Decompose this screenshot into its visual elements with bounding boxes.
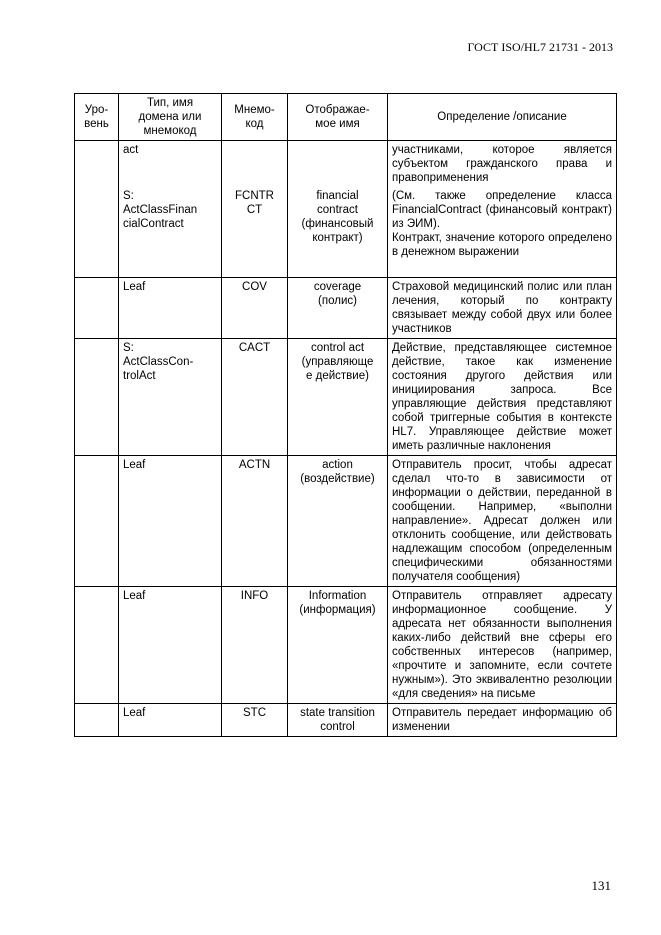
table-header-row <box>75 94 617 141</box>
col-header-display-name: Отображае- мое имя <box>288 94 388 141</box>
cell-definition: Отправитель передает информацию об изменении <box>388 704 617 737</box>
col-header-type: Тип, имя домена или мнемокод <box>119 94 222 141</box>
cell-display: Information (информация) <box>288 587 388 704</box>
cell-type: act <box>119 141 222 188</box>
cell-level <box>75 141 119 278</box>
cell-display: action (воздействие) <box>288 456 388 587</box>
cell-mnemonic: INFO <box>222 587 288 704</box>
col-header-definition: Определение /описание <box>388 94 617 141</box>
cell-mnemonic: ACTN <box>222 456 288 587</box>
cell-definition: Страховой медицинский полис или план лечения, который по контракту связывает между собой двух или более участников <box>388 278 617 339</box>
definition-part: (См. также определение класса FinancialContract (финансовый контракт) из ЭИМ). <box>392 190 612 230</box>
cell-type: S: ActClassFinan cialContract <box>119 187 222 278</box>
table-row <box>75 187 617 278</box>
table-row <box>75 704 617 737</box>
cell-definition: Отправитель отправляет адресату информационное сообщение. У адресата нет обязанности выполнения каких-либо действий вне сферы его собственных интересов (например, «прочтите и запомните, если сочтете нужным»). Это эквивалентно резолюции «для сведения» на письме <box>388 587 617 704</box>
table-row <box>75 456 617 587</box>
col-header-mnemonic: Мнемо- код <box>222 94 288 141</box>
cell-mnemonic <box>222 141 288 188</box>
table-row <box>75 278 617 339</box>
cell-display: financial contract (финансовый контракт) <box>288 187 388 278</box>
cell-definition: Действие, представляющее системное действие, такое как изменение состояния другого действия или инициирования запроса. Все управляющие действия представляют собой триггерные события в контексте HL7. Управляющее действие может иметь различные наклонения <box>388 339 617 456</box>
cell-level <box>75 339 119 456</box>
cell-definition <box>388 187 617 278</box>
document-header: ГОСТ ISO/HL7 21731 - 2013 <box>467 40 613 54</box>
cell-type: S: ActClassCon- trolAct <box>119 339 222 456</box>
cell-type: Leaf <box>119 456 222 587</box>
col-header-level: Уро- вень <box>75 94 119 141</box>
table-row <box>75 339 617 456</box>
cell-mnemonic: COV <box>222 278 288 339</box>
cell-display: control act (управляюще е действие) <box>288 339 388 456</box>
cell-type: Leaf <box>119 587 222 704</box>
table-row <box>75 587 617 704</box>
cell-definition: участниками, которое является субъектом гражданского права и правоприменения <box>388 141 617 188</box>
cell-display: coverage (полис) <box>288 278 388 339</box>
cell-display <box>288 141 388 188</box>
cell-level <box>75 278 119 339</box>
cell-level <box>75 456 119 587</box>
cell-level <box>75 587 119 704</box>
cell-mnemonic: STC <box>222 704 288 737</box>
page-number: 131 <box>591 878 611 893</box>
cell-type: Leaf <box>119 704 222 737</box>
cell-display: state transition control <box>288 704 388 737</box>
table-row <box>75 141 617 188</box>
definition-part: Контракт, значение которого определено в денежном выражении <box>392 232 612 258</box>
cell-mnemonic: FCNTR CT <box>222 187 288 278</box>
cell-level <box>75 704 119 737</box>
cell-mnemonic: CACT <box>222 339 288 456</box>
cell-definition: Отправитель просит, чтобы адресат сделал что-то в зависимости от информации о действии, переданной в сообщении. Например, «выполни направление». Адресат должен или отклонить сообщение, или действовать надлежащим способом (определенным специфическими обязанностями получателя сообщения) <box>388 456 617 587</box>
cell-type: Leaf <box>119 278 222 339</box>
code-table <box>74 93 617 737</box>
